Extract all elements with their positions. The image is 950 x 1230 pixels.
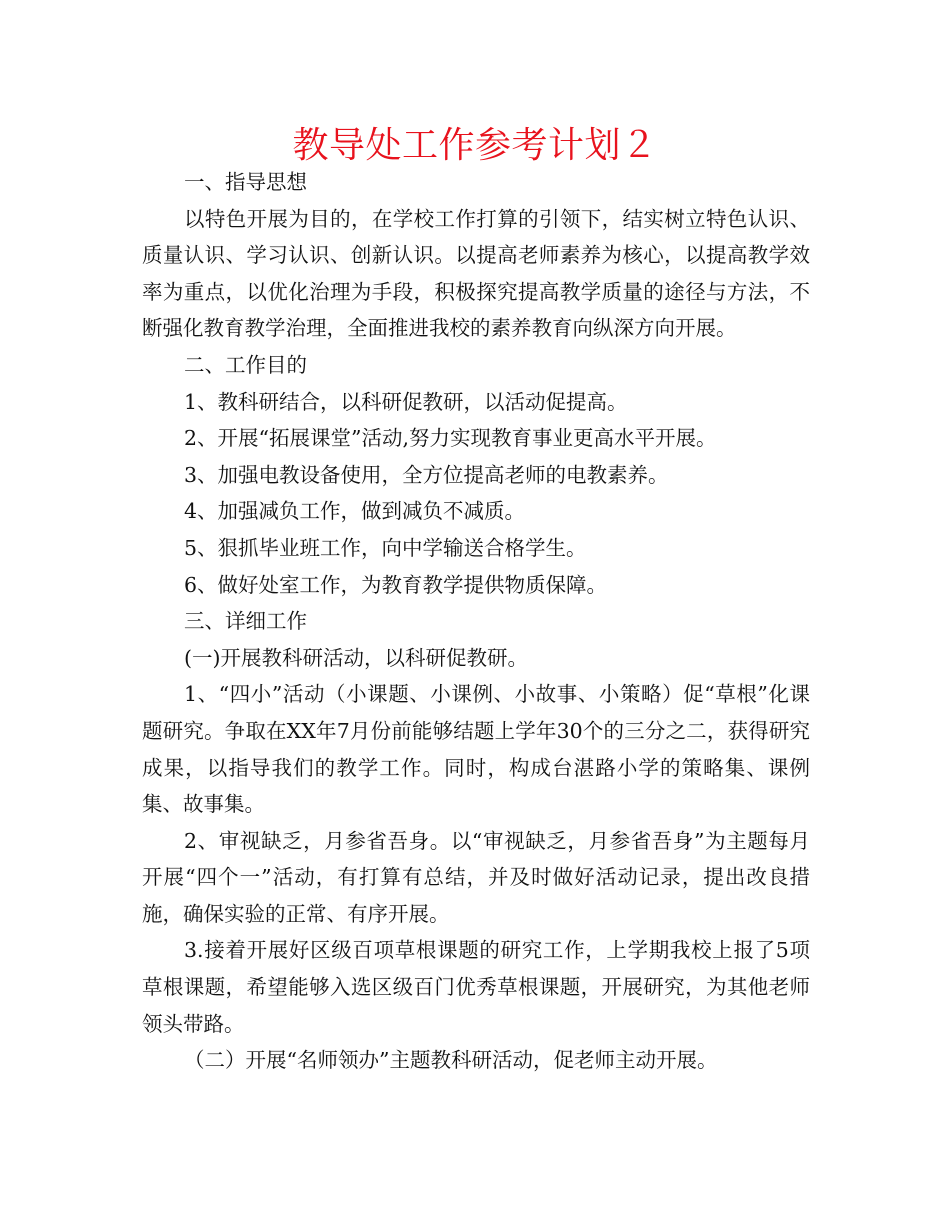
paragraph-monthly-review: 2、审视缺乏，月参省吾身。以“审视缺乏，月参省吾身”为主题每月开展“四个一”活动，有打算有总结，并及时做好活动记录，提出改良措施，确保实验的正常、有序开展。 xyxy=(142,828,810,926)
heading-detailed-work: 三、详细工作 xyxy=(184,609,307,634)
goal-item-1: 1、教科研结合，以科研促教研，以活动促提高。 xyxy=(184,389,628,414)
goal-item-6: 6、做好处室工作，为教育教学提供物质保障。 xyxy=(184,572,608,597)
heading-work-goals: 二、工作目的 xyxy=(184,352,307,377)
paragraph-four-small-activity: 1、“四小”活动（小课题、小课例、小故事、小策略）促“草根”化课题研究。争取在XX年7月份前能够结题上学年30个的三分之二，获得研究成果，以指导我们的教学工作。同时，构成台湛路小学的策略集、课例集、故事集。 xyxy=(142,682,810,817)
heading-guiding-ideology: 一、指导思想 xyxy=(184,170,307,194)
goal-item-2: 2、开展“拓展课堂”活动,努力实现教育事业更高水平开展。 xyxy=(184,426,717,451)
document-body xyxy=(142,164,810,1079)
paragraph-district-projects: 3.接着开展好区级百项草根课题的研究工作，上学期我校上报了5项草根课题，希望能够入选区级百门优秀草根课题，开展研究，为其他老师领头带路。 xyxy=(142,938,810,1036)
document-title: 教导处工作参考计划２ xyxy=(292,125,658,166)
goal-item-3: 3、加强电教设备使用，全方位提高老师的电教素养。 xyxy=(184,462,669,487)
goal-item-5: 5、狠抓毕业班工作，向中学输送合格学生。 xyxy=(184,535,587,560)
subheading-research-activities: (一)开展教科研活动，以科研促教研。 xyxy=(184,645,528,670)
goal-item-4: 4、加强减负工作，做到减负不减质。 xyxy=(184,499,526,524)
paragraph-guiding-ideology: 以特色开展为目的，在学校工作打算的引领下，结实树立特色认识、质量认识、学习认识、创新认识。以提高老师素养为核心，以提高教学效率为重点，以优化治理为手段，积极探究提高教学质量的途径与方法，不断强化教育教学治理，全面推进我校的素养教育向纵深方向开展。 xyxy=(142,206,810,341)
subheading-famous-teacher: （二）开展“名师领办”主题教科研活动，促老师主动开展。 xyxy=(184,1048,718,1073)
